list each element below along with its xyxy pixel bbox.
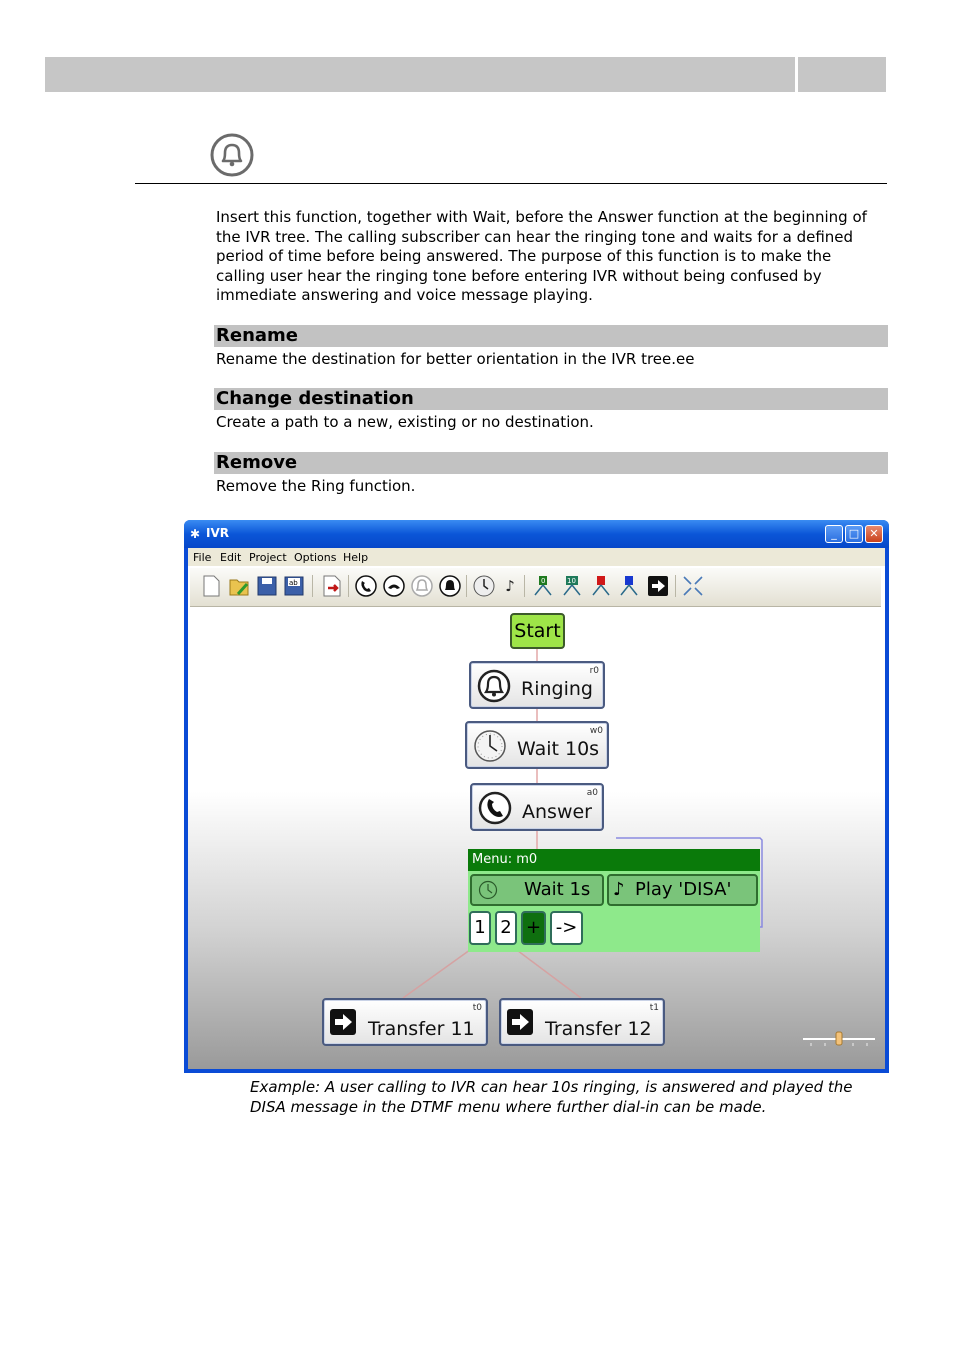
section-heading-rename: Rename bbox=[214, 325, 888, 347]
start-node[interactable]: Start bbox=[510, 613, 565, 649]
clock-icon bbox=[478, 880, 498, 900]
transfer-11-label: Transfer 11 bbox=[368, 1018, 475, 1040]
save-icon[interactable] bbox=[256, 575, 278, 597]
transfer-12-label: Transfer 12 bbox=[545, 1018, 652, 1040]
transfer-12-id: t1 bbox=[649, 1003, 659, 1013]
menu-title: Menu: m0 bbox=[468, 849, 760, 871]
minimize-icon[interactable]: _ bbox=[825, 525, 843, 543]
menu-node[interactable] bbox=[468, 849, 760, 952]
wait-icon[interactable] bbox=[473, 575, 495, 597]
menu-wait-label: Wait 1s bbox=[524, 879, 591, 900]
phone-icon bbox=[478, 791, 512, 825]
new-icon[interactable] bbox=[200, 575, 222, 597]
branch-10-icon[interactable] bbox=[561, 575, 583, 597]
menu-project[interactable]: Project bbox=[249, 551, 287, 564]
menu-play-label: Play 'DISA' bbox=[635, 879, 732, 900]
hangup-icon[interactable] bbox=[383, 575, 405, 597]
section-text-rename: Rename the destination for better orientation in the IVR tree.ee bbox=[216, 350, 695, 368]
transfer-icon bbox=[506, 1008, 534, 1036]
wait-label: Wait 10s bbox=[517, 738, 600, 760]
answer-node[interactable] bbox=[470, 783, 604, 831]
ivr-tree-canvas bbox=[188, 607, 885, 1069]
svg-text:ab: ab bbox=[289, 579, 298, 587]
menu-key-2[interactable]: 2 bbox=[495, 911, 517, 945]
menu-options[interactable]: Options bbox=[294, 551, 337, 564]
menubar bbox=[188, 548, 885, 566]
save-as-icon[interactable] bbox=[283, 575, 305, 597]
toolbar-separator bbox=[312, 575, 313, 597]
music-note-icon: ♪ bbox=[613, 879, 625, 900]
window-titlebar[interactable] bbox=[184, 520, 889, 548]
ringing-disabled-icon[interactable] bbox=[411, 575, 433, 597]
menu-next-button[interactable]: -> bbox=[550, 911, 583, 945]
answer-icon[interactable] bbox=[355, 575, 377, 597]
maximize-icon[interactable]: □ bbox=[845, 525, 863, 543]
header-page-box bbox=[798, 57, 886, 92]
open-icon[interactable] bbox=[228, 575, 250, 597]
ringing-icon[interactable] bbox=[439, 575, 461, 597]
menu-wait-item[interactable] bbox=[470, 874, 604, 906]
section-text-change-destination: Create a path to a new, existing or no destination. bbox=[216, 413, 594, 431]
transfer-11-id: t0 bbox=[472, 1003, 482, 1013]
transfer-icon bbox=[329, 1008, 357, 1036]
toolbar bbox=[190, 568, 881, 607]
toolbar-separator bbox=[524, 575, 525, 597]
zoom-slider[interactable] bbox=[801, 1029, 877, 1049]
ringing-id: r0 bbox=[589, 666, 599, 676]
wait-id: w0 bbox=[589, 726, 603, 736]
ivr-window bbox=[184, 520, 889, 1073]
window-client bbox=[188, 548, 885, 1069]
header-bar bbox=[45, 57, 795, 92]
wait-node[interactable] bbox=[465, 721, 609, 769]
branch-0-icon[interactable] bbox=[532, 575, 554, 597]
transfer-11-node[interactable] bbox=[322, 998, 488, 1046]
menu-add-key-button[interactable]: + bbox=[521, 911, 546, 945]
window-title: IVR bbox=[206, 526, 229, 540]
answer-label: Answer bbox=[522, 801, 592, 823]
svg-text:0: 0 bbox=[541, 577, 546, 585]
menu-edit[interactable]: Edit bbox=[220, 551, 242, 564]
section-text-remove: Remove the Ring function. bbox=[216, 477, 416, 495]
toolbar-separator bbox=[466, 575, 467, 597]
title-divider bbox=[135, 183, 887, 184]
section-heading-remove: Remove bbox=[214, 452, 888, 474]
menu-play-item[interactable] bbox=[607, 874, 758, 906]
answer-id: a0 bbox=[586, 788, 598, 798]
clock-icon bbox=[473, 729, 507, 763]
play-icon[interactable]: ♪ bbox=[505, 577, 515, 595]
transfer-icon[interactable] bbox=[647, 575, 669, 597]
menu-help[interactable]: Help bbox=[343, 551, 369, 564]
collapse-icon[interactable] bbox=[682, 575, 704, 597]
toolbar-separator bbox=[348, 575, 349, 597]
export-icon[interactable] bbox=[321, 575, 343, 597]
branch-red-icon[interactable] bbox=[590, 575, 612, 597]
figure-caption: Example: A user calling to IVR can hear 10s ringing, is answered and played the DISA message in the DTMF menu where further dial-in can be made. bbox=[250, 1078, 853, 1116]
ringing-node[interactable] bbox=[469, 661, 605, 709]
ringing-label: Ringing bbox=[521, 678, 593, 700]
intro-paragraph: Insert this function, together with Wait, before the Answer function at the beginning of the IVR tree. The calling subscriber can hear the ringing tone and waits for a defined period of time before being answered. The purpose of this function is to make the calling user hear the ringing tone before entering IVR without being confused by immediate answering and voice message playing. bbox=[216, 208, 867, 304]
menu-key-1[interactable]: 1 bbox=[469, 911, 491, 945]
toolbar-separator bbox=[675, 575, 676, 597]
section-heading-change-destination: Change destination bbox=[214, 388, 888, 410]
close-icon[interactable]: ✕ bbox=[865, 525, 883, 543]
bell-icon bbox=[210, 133, 254, 177]
menu-file[interactable]: File bbox=[193, 551, 212, 564]
bell-icon bbox=[477, 669, 511, 703]
transfer-12-node[interactable] bbox=[499, 998, 665, 1046]
svg-text:10: 10 bbox=[567, 577, 576, 585]
branch-blue-icon[interactable] bbox=[618, 575, 640, 597]
app-icon: ✱ bbox=[190, 527, 201, 541]
